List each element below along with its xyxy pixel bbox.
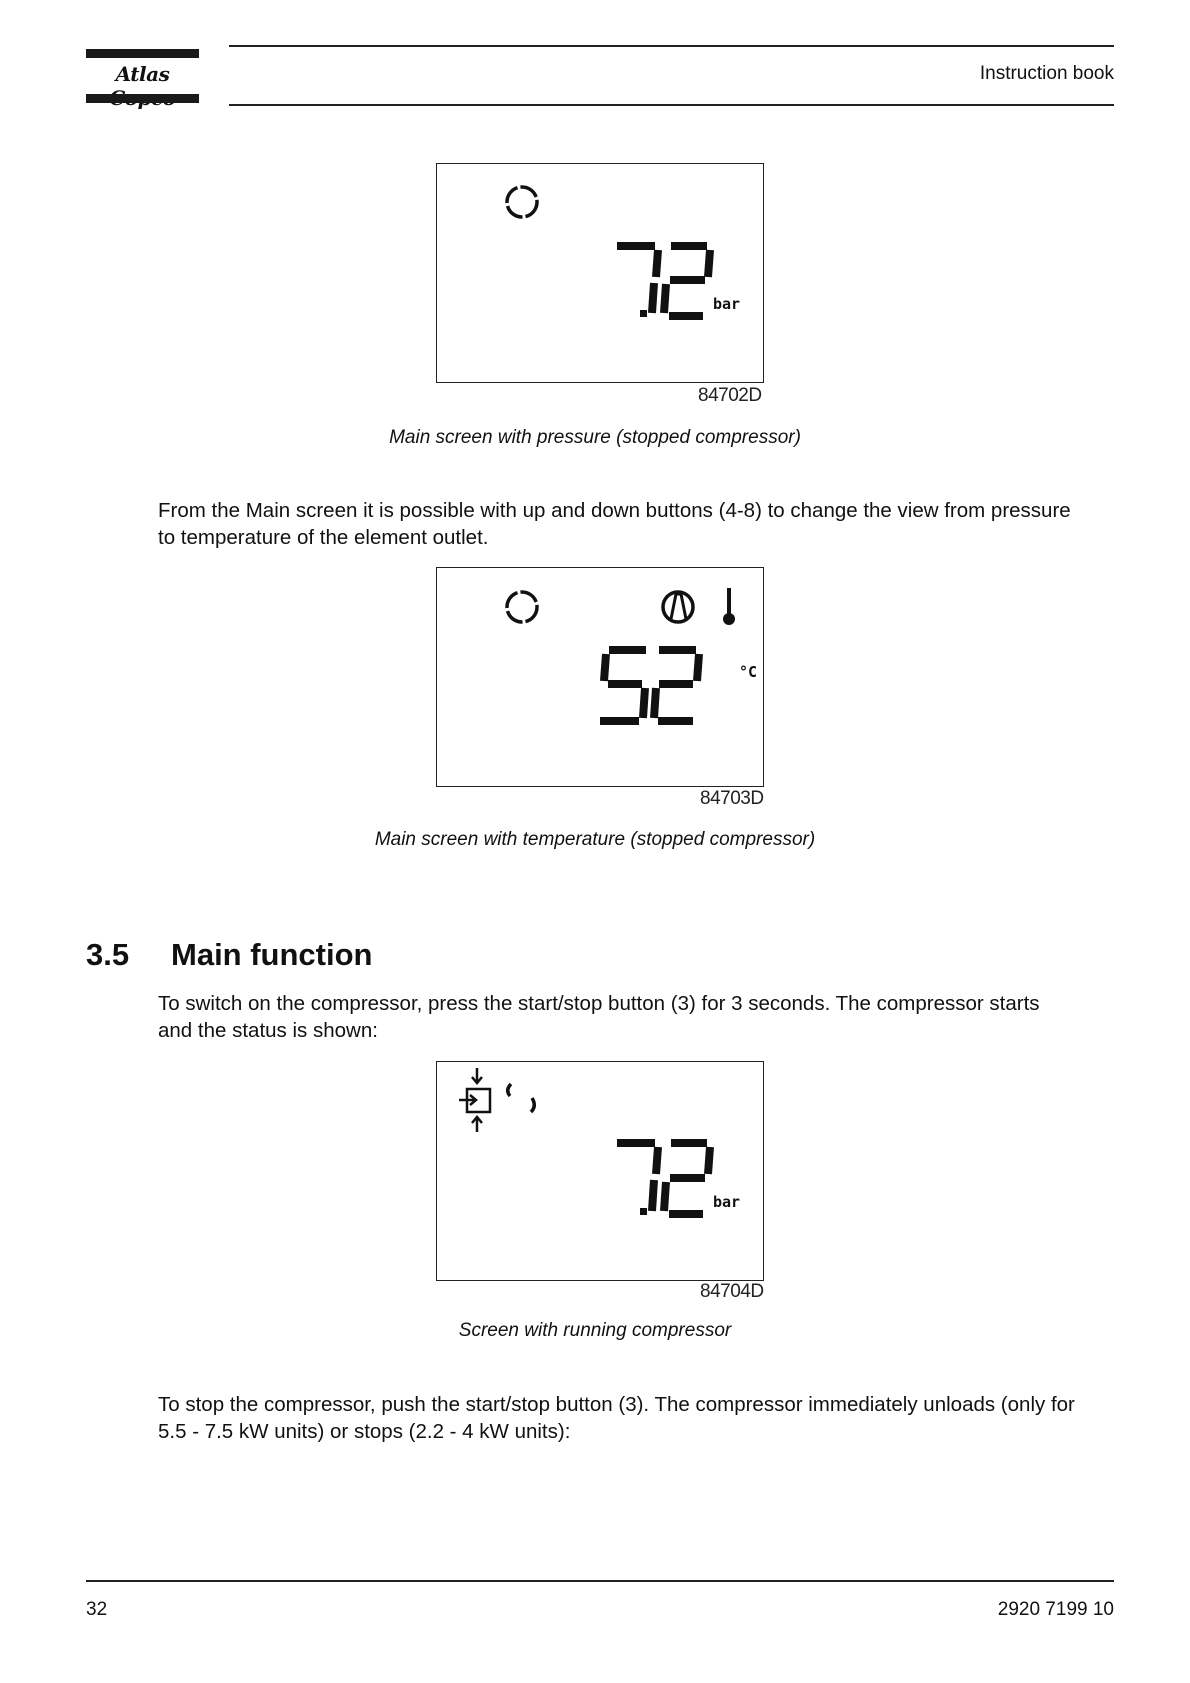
paragraph: To stop the compressor, push the start/stop button (3). The compressor immediately unloads (only for 5.5 - 7.5 kW units) or stops (2.2 - 4 kW units): [158, 1393, 1075, 1443]
document-number: 2920 7199 10 [997, 1599, 1114, 1620]
logo-bar-top [86, 49, 199, 58]
lcd-digits [617, 1143, 710, 1215]
unit-label: °C [739, 663, 758, 681]
figure-caption: Screen with running compressor [458, 1320, 732, 1341]
lcd-screen-running [436, 1061, 764, 1281]
figure-code: 84704D [700, 1281, 764, 1302]
header-rule-top [229, 45, 1114, 47]
unit-label: bar [713, 295, 741, 313]
header-title: Instruction book [979, 63, 1114, 84]
section-title: Main function [171, 937, 373, 972]
paragraph: From the Main screen it is possible with up and down buttons (4-8) to change the view from pressure to temperature of the element outlet. [158, 499, 1071, 549]
motor-running-icon [508, 1084, 535, 1112]
thermometer-icon [723, 588, 735, 625]
lcd-digits [600, 650, 699, 721]
figure-caption: Main screen with temperature (stopped compressor) [374, 829, 816, 850]
lcd-digits [617, 246, 710, 317]
circle-icon [507, 592, 537, 622]
element-outlet-icon [663, 592, 693, 622]
lcd-screen-temperature [436, 567, 764, 787]
paragraph: To switch on the compressor, press the start/stop button (3) for 3 seconds. The compressor starts and the status is shown: [158, 992, 1040, 1042]
circle-icon [507, 187, 537, 217]
page-number: 32 [86, 1599, 108, 1620]
unit-label: bar [713, 1193, 741, 1211]
logo-text: Atlas [115, 62, 170, 86]
lcd-screen-pressure [436, 163, 764, 383]
section-number: 3.5 [86, 937, 130, 972]
header-rule-bottom [229, 104, 1114, 106]
figure-caption: Main screen with pressure (stopped compressor) [389, 427, 801, 448]
logo-bar-bottom [86, 94, 199, 103]
figure-code: 84702D [698, 385, 762, 406]
loading-icon [459, 1068, 490, 1132]
footer-rule [86, 1580, 1114, 1582]
figure-code: 84703D [700, 788, 764, 809]
